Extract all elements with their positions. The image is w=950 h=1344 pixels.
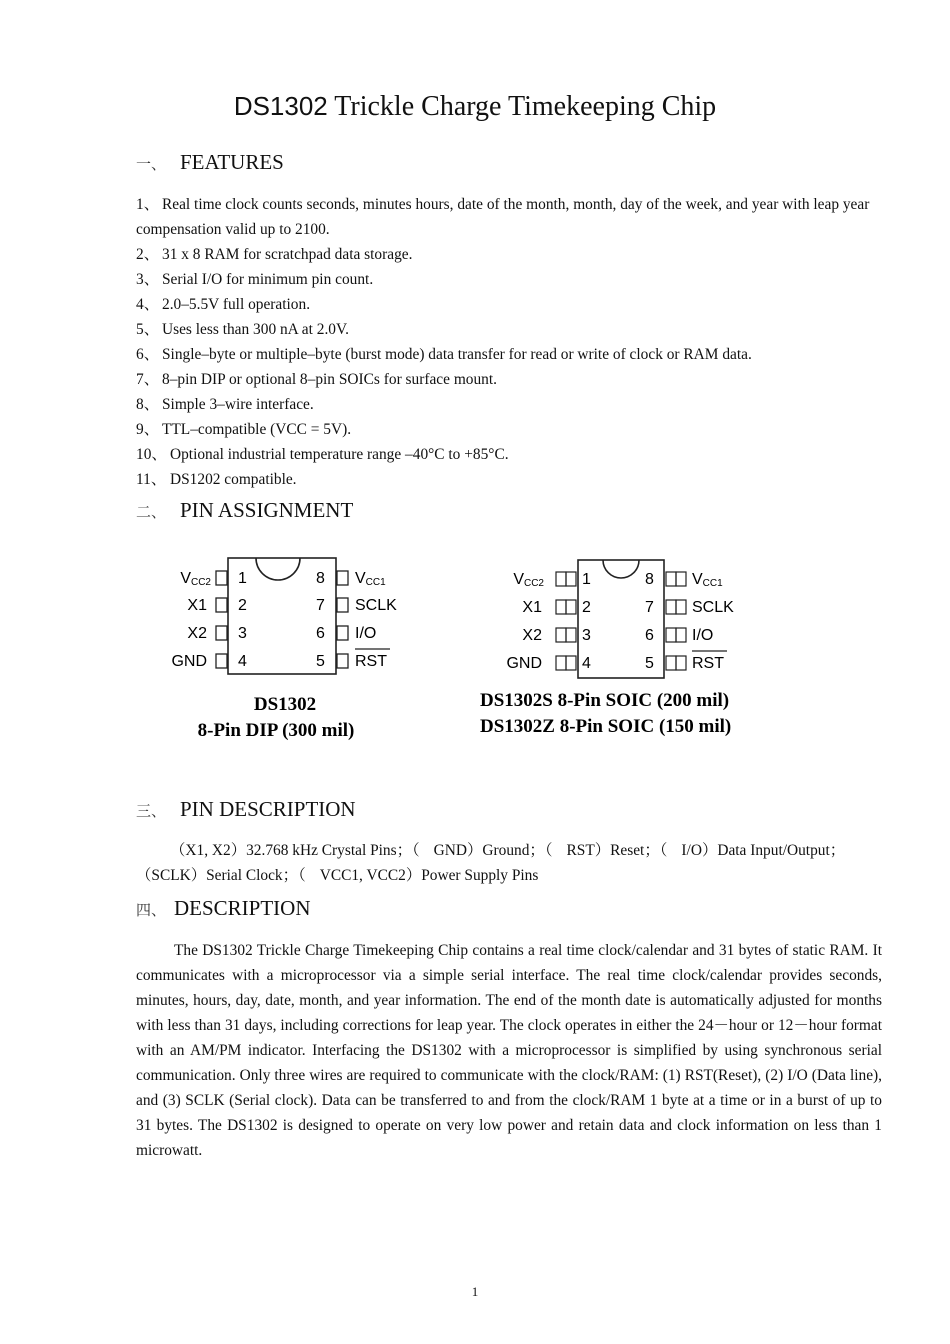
feature-item [136, 242, 876, 267]
feature-item [136, 417, 876, 442]
dip-pin-number: 4 [238, 653, 247, 670]
dip-notch [256, 558, 300, 580]
feature-item [136, 467, 876, 492]
feature-number: 8、 [136, 396, 160, 413]
feature-text: Uses less than 300 nA at 2.0V. [162, 321, 349, 338]
dip-pin-number: 7 [316, 597, 325, 614]
feature-number: 9、 [136, 421, 160, 438]
feature-number: 2、 [136, 246, 160, 263]
feature-number: 7、 [136, 371, 160, 388]
feature-number: 3、 [136, 271, 160, 288]
soic-pin-number: 1 [582, 571, 591, 588]
soic-notch [603, 560, 639, 578]
features-list [136, 192, 876, 492]
soic-pin-number: 4 [582, 655, 591, 672]
section-label: PIN ASSIGNMENT [180, 498, 354, 522]
dip-pin-name: X2 [187, 625, 207, 642]
soic-pin-name-vcc1: VCC1 [692, 571, 723, 589]
dip-caption-name: DS1302 [253, 694, 317, 715]
pin-description-line [136, 863, 896, 888]
feature-item [136, 267, 876, 292]
soic-caption-z: DS1302Z 8-Pin SOIC (150 mil) [480, 716, 732, 737]
page-number: 1 [471, 1284, 479, 1299]
feature-text: 2.0–5.5V full operation. [162, 296, 311, 313]
feature-item [136, 192, 876, 242]
soic-pin-number: 3 [582, 627, 591, 644]
dip-pin-number: 2 [238, 597, 247, 614]
feature-text: 31 x 8 RAM for scratchpad data storage. [162, 246, 413, 263]
feature-number: 4、 [136, 296, 160, 313]
soic-pin-number: 8 [645, 571, 654, 588]
page-title [0, 88, 950, 125]
dip-pin-tab [337, 626, 348, 640]
soic-pin-name: SCLK [692, 599, 734, 616]
dip-pin-name: GND [171, 653, 207, 670]
feature-text: Serial I/O for minimum pin count. [162, 271, 374, 288]
feature-number: 6、 [136, 346, 160, 363]
dip-pin-name-vcc1: VCC1 [355, 570, 386, 588]
soic-pin-name-vcc2: VCC2 [513, 571, 544, 589]
dip-pin-tab [216, 654, 227, 668]
dip-pin-tab [337, 654, 348, 668]
soic-leads-left [556, 572, 576, 670]
title-rest: Trickle Charge Timekeeping Chip [334, 91, 717, 122]
soic-pin-number: 7 [645, 599, 654, 616]
section-pin-assignment-heading [136, 496, 353, 527]
dip-pin-tab [337, 598, 348, 612]
soic-pin-number: 6 [645, 627, 654, 644]
feature-text: DS1202 compatible. [170, 471, 297, 488]
section-number: 二、 [136, 505, 167, 521]
feature-number: 1、 [136, 196, 160, 213]
dip-pin-name: RST [355, 653, 387, 670]
feature-text: Simple 3–wire interface. [162, 396, 314, 413]
feature-item [136, 392, 876, 417]
feature-item [136, 317, 876, 342]
title-chip-name: DS1302 [233, 91, 328, 121]
feature-text: Single–byte or multiple–byte (burst mode) data transfer for read or write of clock or RAM data. [162, 346, 752, 363]
dip-pin-number: 1 [238, 570, 247, 587]
section-pin-description-heading [136, 795, 356, 826]
feature-number: 5、 [136, 321, 160, 338]
section-description-heading [136, 894, 311, 925]
pin-desc-rst: RST）Reset；（ [566, 842, 668, 859]
feature-text: TTL–compatible (VCC = 5V). [162, 421, 352, 438]
pin-desc-vcc: VCC1, VCC2）Power Supply Pins [319, 867, 539, 884]
soic-pin-name: X1 [522, 599, 542, 616]
section-number: 一、 [136, 157, 167, 173]
feature-number: 11、 [136, 471, 167, 488]
section-label: DESCRIPTION [174, 896, 311, 920]
feature-item [136, 367, 876, 392]
pin-description-text [136, 838, 896, 888]
soic-caption-s: DS1302S 8-Pin SOIC (200 mil) [480, 690, 730, 711]
section-number: 三、 [136, 804, 167, 820]
description-paragraph: The DS1302 Trickle Charge Timekeeping Chip contains a real time clock/calendar and 31 bytes of static RAM. It communicates with a microprocessor via a simple serial interface. The real time clock/calendar provides seconds, minutes, hours, day, date, month, and year information. The end of the month date is automatically adjusted for months with less than 31 days, including corrections for leap year. The clock operates in either the 24－hour or 12－hour format with an AM/PM indicator. Interfacing the DS1302 with a microprocessor is simplified by using synchronous serial communication. Only three wires are required to communicate with the clock/RAM: (1) RST(Reset), (2) I/O (Data line), and (3) SCLK (Serial clock). Data can be transferred to and from the clock/RAM 1 byte at a time or in a burst of up to 31 bytes. The DS1302 is designed to operate on very low power and retain data and clock information on less than 1 microwatt. [136, 942, 882, 1159]
soic-pin-name: X2 [522, 627, 542, 644]
soic-package-diagram [478, 552, 778, 742]
dip-pin-number: 3 [238, 625, 247, 642]
dip-pin-tab [337, 571, 348, 585]
dip-package-diagram [160, 552, 410, 742]
section-label: FEATURES [180, 150, 284, 174]
soic-pin-name: RST [692, 655, 724, 672]
dip-pin-number: 5 [316, 653, 325, 670]
pin-desc-sclk: （SCLK）Serial Clock；（ [136, 867, 306, 884]
soic-pin-name: I/O [692, 627, 714, 644]
soic-pin-name: GND [506, 655, 542, 672]
feature-item [136, 442, 876, 467]
dip-pin-tab [216, 626, 227, 640]
feature-item [136, 342, 876, 367]
feature-number: 10、 [136, 446, 167, 463]
dip-pin-tab [216, 571, 227, 585]
pin-desc-gnd: GND）Ground；（ [433, 842, 553, 859]
pin-desc-io: I/O）Data Input/Output； [681, 842, 846, 859]
soic-pin-number: 5 [645, 655, 654, 672]
dip-pin-number: 6 [316, 625, 325, 642]
feature-item [136, 292, 876, 317]
feature-text: Real time clock counts seconds, minutes hours, date of the month, month, day of the week, and year with leap year compensation valid up to 2100. [136, 196, 870, 238]
dip-pin-name: SCLK [355, 597, 397, 614]
dip-pin-number: 8 [316, 570, 325, 587]
feature-text: 8–pin DIP or optional 8–pin SOICs for surface mount. [162, 371, 497, 388]
section-label: PIN DESCRIPTION [180, 797, 356, 821]
pin-description-line [136, 838, 896, 863]
dip-pin-name-vcc2: VCC2 [180, 570, 211, 588]
dip-caption-package: 8-Pin DIP (300 mil) [197, 720, 355, 741]
feature-text: Optional industrial temperature range –40°C to +85°C. [170, 446, 509, 463]
pin-desc-crystal: （X1, X2）32.768 kHz Crystal Pins；（ [170, 842, 420, 859]
section-features-heading [136, 148, 284, 179]
section-number: 四、 [136, 903, 167, 919]
dip-pin-name: X1 [187, 597, 207, 614]
dip-pin-name: I/O [355, 625, 377, 642]
soic-pin-number: 2 [582, 599, 591, 616]
dip-pin-tab [216, 598, 227, 612]
soic-leads-right [666, 572, 686, 670]
